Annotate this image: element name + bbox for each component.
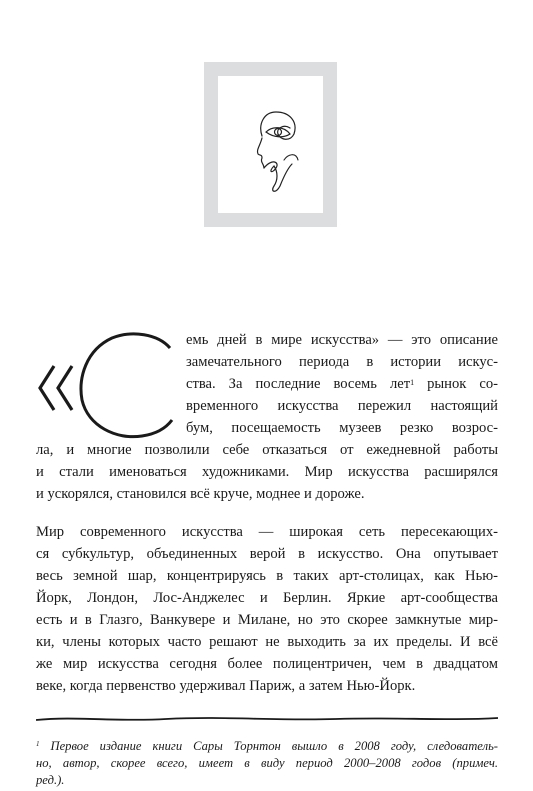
intro-line: замечательного периода в истории искус- <box>186 354 498 370</box>
intro-line: ла, и многие позволили себе отказаться от ежедневной работы <box>36 442 498 458</box>
body-line: ки, члены которых часто решают не выходить за их пределы. И всё <box>36 634 498 650</box>
footnote-marker: 1 <box>36 740 40 748</box>
footnote-line: но, автор, скорее всего, имеет в виду период 2000–2008 годов (примеч. <box>36 756 498 770</box>
body-line: Йорк, Лондон, Лос-Анджелес и Берлин. Яркие арт-сообщества <box>36 590 498 606</box>
illustration-canvas <box>218 76 323 213</box>
drop-cap <box>72 330 182 440</box>
intro-line <box>186 374 498 396</box>
body-line: веке, когда первенство удерживал Париж, а затем Нью-Йорк. <box>36 678 416 694</box>
intro-line: бум, посещаемость музеев резко возрос- <box>186 420 498 436</box>
footnote-line: ред.). <box>36 773 65 787</box>
intro-line: и ускорялся, становился всё круче, моднее и дороже. <box>36 486 365 502</box>
intro-line: емь дней в мире искусства» — это описание <box>186 332 498 348</box>
body-line: Мир современного искусства — широкая сеть пересекающих- <box>36 524 498 540</box>
illustration-frame <box>204 62 337 227</box>
footnote-line <box>36 738 498 756</box>
intro-line: временного искусства пережил настоящий <box>186 398 498 414</box>
face-line-drawing-icon <box>218 76 323 213</box>
body-line: же мир искусства сегодня более полицентричен, чем в двадцатом <box>36 656 498 672</box>
body-line: есть и в Глазго, Ванкувере и Милане, но это скорее замкнутые мир- <box>36 612 498 628</box>
footnote-divider <box>36 712 498 726</box>
intro-line: и стали именоваться художниками. Мир искусства расширялся <box>36 464 498 480</box>
footnote-text: Первое издание книги Сары Торнтон вышло в 2008 году, следователь- <box>50 739 498 753</box>
body-line: весь земной шар, концентрируясь в таких арт-столицах, как Нью- <box>36 568 498 584</box>
intro-line-text: ства. За последние восемь лет <box>186 376 411 392</box>
footnote-reference: 1 <box>410 378 415 387</box>
intro-line-text: рынок со- <box>414 376 498 392</box>
opening-quote-mark <box>36 358 76 418</box>
body-line: ся субкультур, объединенных верой в искусство. Она опутывает <box>36 546 498 562</box>
